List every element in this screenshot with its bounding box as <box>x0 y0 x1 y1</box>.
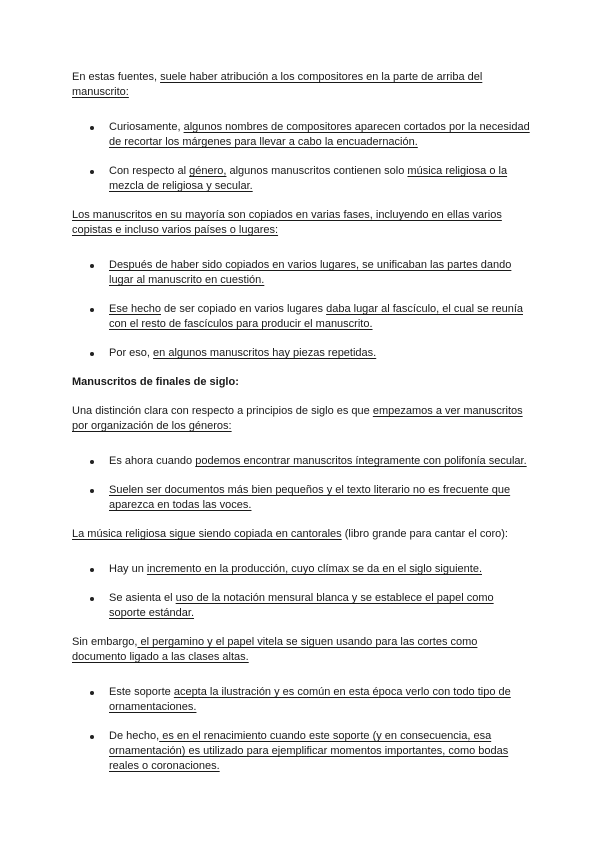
fases-paragraph: Los manuscritos en su mayoría son copiados en varias fases, incluyendo en ellas varios copistas e incluso varios países o lugares: <box>72 209 502 236</box>
pergamino-paragraph: Sin embargo, el pergamino y el papel vitela se siguen usando para las cortes como documento ligado a las clases altas. <box>72 636 478 663</box>
list-item: Se asienta el uso de la notación mensural blanca y se establece el papel como soporte estándar. <box>72 591 530 621</box>
distincion-paragraph: Una distinción clara con respecto a principios de siglo es que empezamos a ver manuscritos por organización de los géneros: <box>72 405 523 432</box>
list-item: Por eso, en algunos manuscritos hay piezas repetidas. <box>72 346 530 361</box>
list-item: Después de haber sido copiados en varios lugares, se unificaban las partes dando lugar al manuscrito en cuestión. <box>72 258 530 288</box>
intro-text: En estas fuentes, <box>72 71 161 83</box>
list-item: De hecho, es en el renacimiento cuando este soporte (y en consecuencia, esa ornamentación) es utilizado para ejemplificar momentos importantes, como bodas reales o coronaciones. <box>72 729 530 774</box>
list-item: Es ahora cuando podemos encontrar manuscritos íntegramente con polifonía secular. <box>72 454 530 469</box>
bullet-list-4 <box>72 562 530 621</box>
list-item: Hay un incremento en la producción, cuyo clímax se da en el siglo siguiente. <box>72 562 530 577</box>
list-item: Curiosamente, algunos nombres de compositores aparecen cortados por la necesidad de recortar los márgenes para llevar a cabo la encuadernación. <box>72 120 530 150</box>
bullet-list-3 <box>72 454 530 513</box>
religiosa-paragraph: La música religiosa sigue siendo copiada en cantorales (libro grande para cantar el coro): <box>72 528 508 540</box>
bullet-list-5 <box>72 685 530 774</box>
list-item: Suelen ser documentos más bien pequeños y el texto literario no es frecuente que aparezca en todas las voces. <box>72 483 530 513</box>
list-item: Con respecto al género, algunos manuscritos contienen solo música religiosa o la mezcla de religiosa y secular. <box>72 164 530 194</box>
bullet-list-2 <box>72 258 530 361</box>
list-item: Ese hecho de ser copiado en varios lugares daba lugar al fascículo, el cual se reunía con el resto de fascículos para producir el manuscrito. <box>72 302 530 332</box>
intro-paragraph <box>72 70 530 100</box>
bullet-list-1 <box>72 120 530 194</box>
list-item: Este soporte acepta la ilustración y es común en esta época verlo con todo tipo de ornamentaciones. <box>72 685 530 715</box>
intro-underlined-text: suele haber atribución a los compositores en la parte de arriba del manuscrito: <box>72 71 483 98</box>
section-heading: Manuscritos de finales de siglo: <box>72 376 239 388</box>
